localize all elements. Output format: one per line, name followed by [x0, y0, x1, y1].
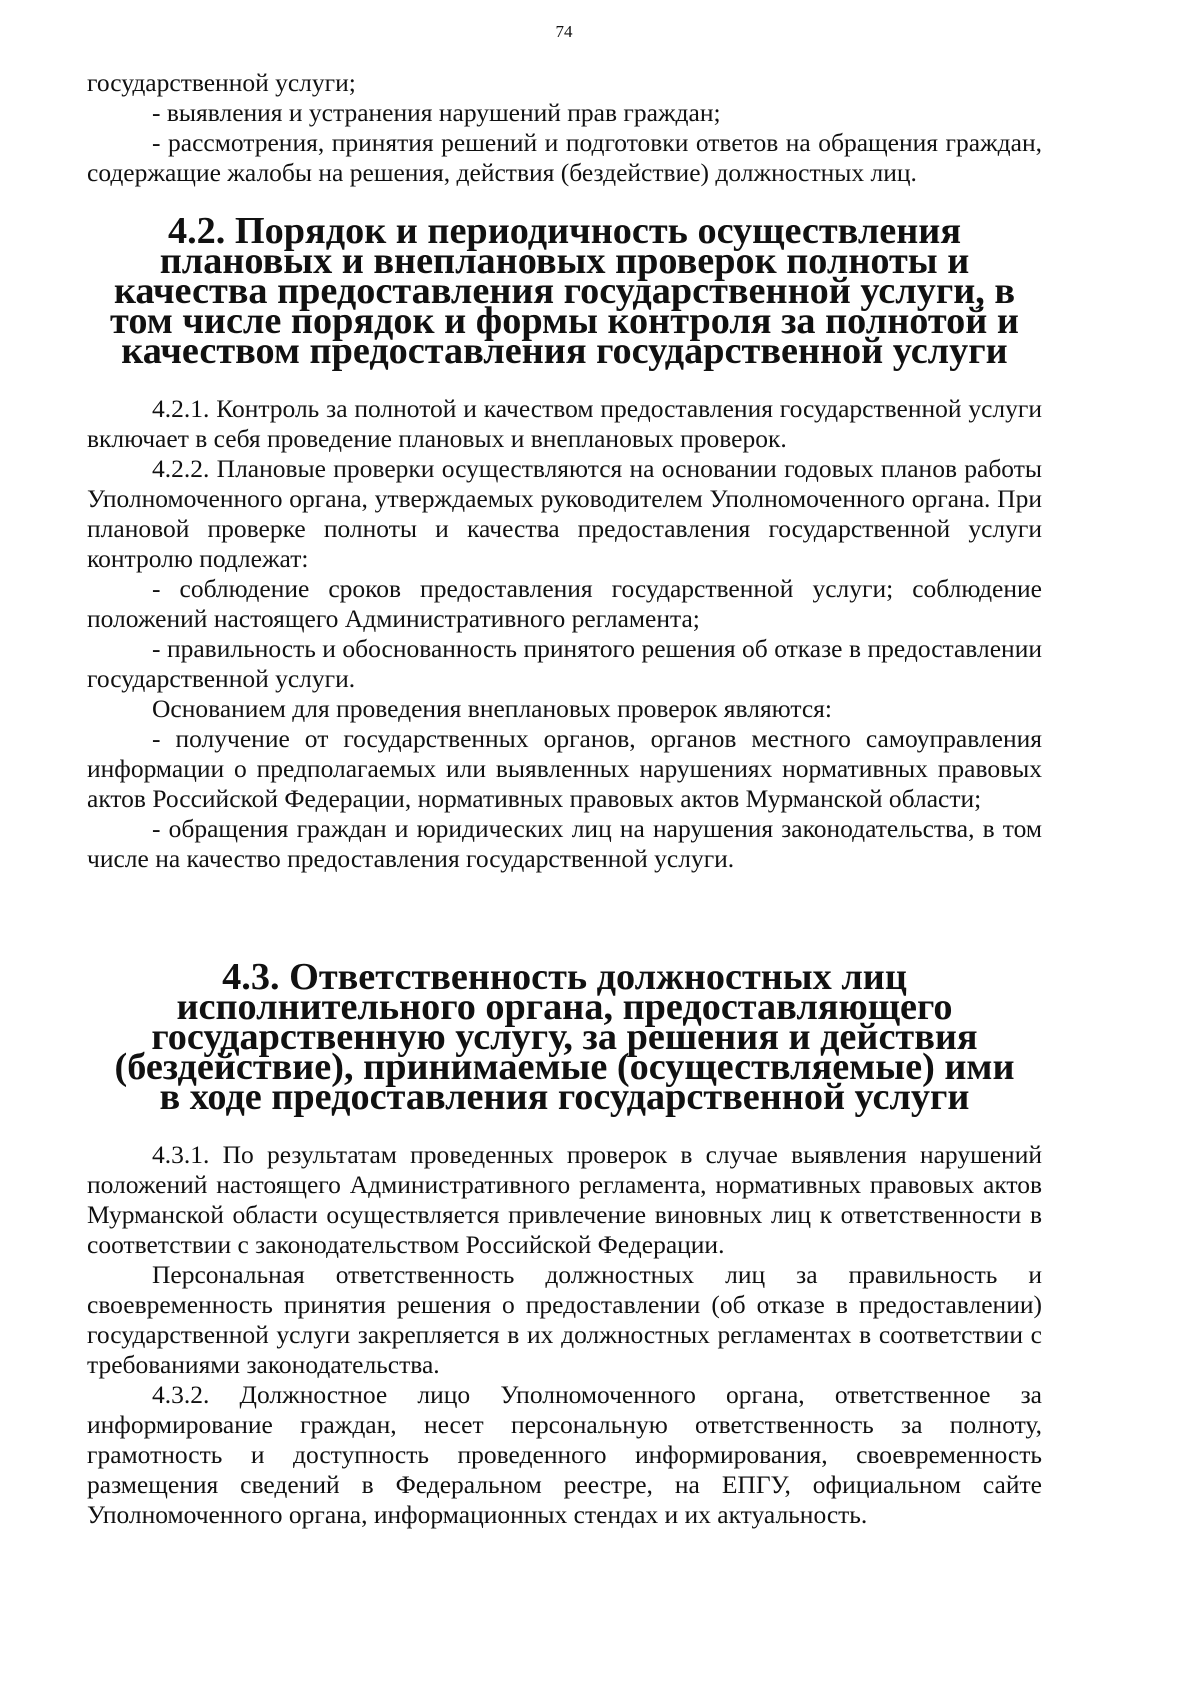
paragraph-4-2-1: 4.2.1. Контроль за полнотой и качеством предоставления государственной услуги включает в себя проведение плановых и внеплановых проверок.: [87, 394, 1042, 453]
paragraph: Основанием для проведения внеплановых проверок являются:: [152, 694, 832, 723]
section-heading-4-3: 4.3. Ответственность должностных лиц исполнительного органа, предоставляющего государственную услугу, за решения и действия (бездействие), принимаемые (осуществляемые) ими в ходе предоставления государственной услуги: [114, 956, 1015, 1118]
intro-item: - рассмотрения, принятия решений и подготовки ответов на обращения граждан, содержащие жалобы на решения, действия (бездействие) должностных лиц.: [87, 128, 1042, 187]
page-number: 74: [555, 22, 573, 41]
list-item: - соблюдение сроков предоставления государственной услуги; соблюдение положений настоящего Административного регламента;: [87, 574, 1042, 633]
paragraph-4-2-2: 4.2.2. Плановые проверки осуществляются на основании годовых планов работы Уполномоченного органа, утверждаемых руководителем Уполномоченного органа. При плановой проверке полноты и качества предоставления государственной услуги контролю подлежат:: [87, 454, 1042, 573]
paragraph: Персональная ответственность должностных лиц за правильность и своевременность принятия решения о предоставлении (об отказе в предоставлении) государственной услуги закрепляется в их должностных регламентах в соответствии с требованиями законодательства.: [87, 1260, 1042, 1379]
document-body: [87, 68, 1042, 1530]
intro-line: государственной услуги;: [87, 68, 356, 97]
list-item: - получение от государственных органов, органов местного самоуправления информации о предполагаемых или выявленных нарушениях нормативных правовых актов Российской Федерации, нормативных правовых актов Мурманской области;: [87, 724, 1042, 813]
paragraph-4-3-2: 4.3.2. Должностное лицо Уполномоченного органа, ответственное за информирование граждан, несет персональную ответственность за полноту, грамотность и доступность проведенного информирования, своевременность размещения сведений в Федеральном реестре, на ЕПГУ, официальном сайте Уполномоченного органа, информационных стендах и их актуальность.: [87, 1380, 1042, 1529]
section-heading-4-2: 4.2. Порядок и периодичность осуществления плановых и внеплановых проверок полноты и качества предоставления государственной услуги, в том числе порядок и формы контроля за полнотой и качеством предоставления государственной услуги: [110, 210, 1019, 372]
paragraph-4-3-1: 4.3.1. По результатам проведенных проверок в случае выявления нарушений положений настоящего Административного регламента, нормативных правовых актов Мурманской области осуществляется привлечение виновных лиц к ответственности в соответствии с законодательством Российской Федерации.: [87, 1140, 1042, 1259]
intro-item: - выявления и устранения нарушений прав граждан;: [152, 98, 721, 127]
list-item: - правильность и обоснованность принятого решения об отказе в предоставлении государственной услуги.: [87, 634, 1042, 693]
list-item: - обращения граждан и юридических лиц на нарушения законодательства, в том числе на качество предоставления государственной услуги.: [87, 814, 1042, 873]
